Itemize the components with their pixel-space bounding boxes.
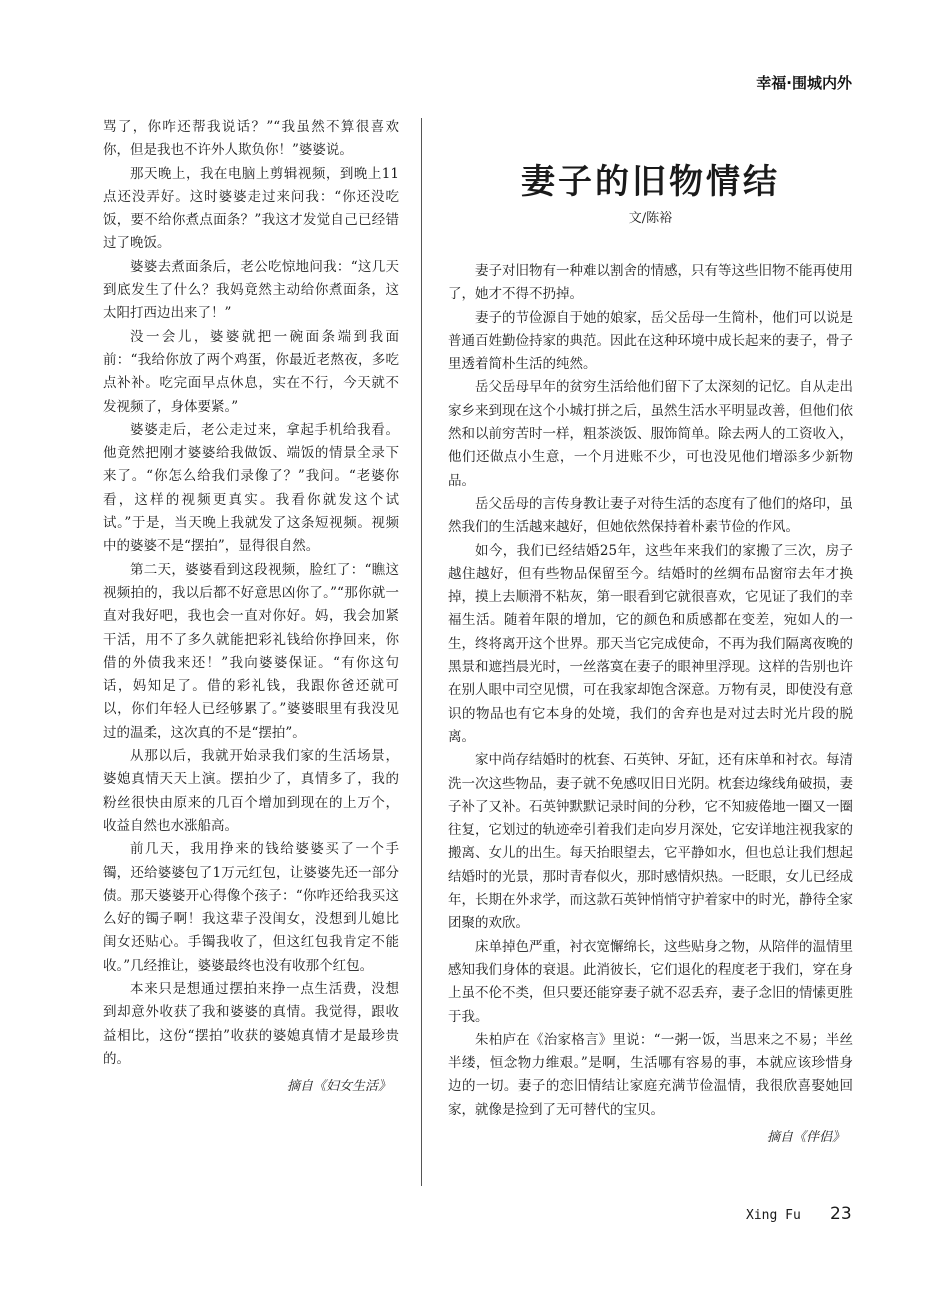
paragraph: 床单掉色严重，衬衣宽懈绵长，这些贴身之物，从陪伴的温情里感知我们身体的衰退。此消彼长，它们退化的程度老于我们，穿在身上虽不伦不类，但只要还能穿妻子就不忍丢弃，妻子念旧的情愫更胜于我。 (448, 938, 853, 1025)
paragraph: 骂了，你咋还帮我说话？”“我虽然不算很喜欢你，但是我也不许外人欺负你！”婆婆说。 (103, 119, 399, 159)
paragraph: 朱柏庐在《治家格言》里说：“一粥一饭，当思来之不易；半丝半缕，恒念物力维艰。”是啊，生活哪有容易的事，本就应该珍惜身边的一切。妻子的恋旧情结让家庭充满节俭温情，我很欣喜娶她回家，就像是捡到了无可替代的宝贝。 (448, 1031, 853, 1118)
paragraph: 家中尚存结婚时的枕套、石英钟、牙缸，还有床单和衬衣。每清洗一次这些物品，妻子就不免感叹旧日光阴。枕套边缘线角破损，妻子补了又补。石英钟默默记录时间的分秒，它不知疲倦地一圈又一圈往复，它划过的轨迹牵引着我们走向岁月深处，它安详地注视我家的搬离、女儿的出生。每天抬眼望去，它平静如水，但也总让我们想起结婚时的光景，那时青春似火，那时感情炽热。一眨眼，女儿已经成年，长期在外求学，而这款石英钟悄悄守护着家中的时光，静待全家团聚的欢欣。 (448, 752, 853, 932)
paragraph: 婆婆去煮面条后，老公吃惊地问我：“这几天到底发生了什么？我妈竟然主动给你煮面条，这太阳打西边出来了！” (103, 258, 399, 322)
article-byline: 文/陈裕 (628, 211, 673, 226)
paragraph: 岳父岳母早年的贫穷生活给他们留下了太深刻的记忆。自从走出家乡来到现在这个小城打拼之后，虽然生活水平明显改善，但他们依然和以前穷苦时一样，粗茶淡饭、服饰简单。除去两人的工资收入，他们还做点小生意，一个月进账不少，可也没见他们增添多少新物品。 (448, 379, 853, 489)
source-credit: 摘自《妇女生活》 (286, 1079, 391, 1095)
paragraph: 妻子的节俭源自于她的娘家，岳父岳母一生简朴，他们可以说是普通百姓勤俭持家的典范。因此在这种环境中成长起来的妻子，骨子里透着简朴生活的纯然。 (448, 309, 853, 373)
paragraph: 妻子对旧物有一种难以割舍的情感，只有等这些旧物不能再使用了，她才不得不扔掉。 (448, 263, 853, 303)
left-column-continued-article (103, 116, 399, 1098)
article (448, 160, 853, 1149)
footer-brand: Xing Fu (746, 1208, 801, 1223)
paragraph: 从那以后，我就开始录我们家的生活场景，婆媳真情天天上演。摆拍少了，真情多了，我的粉丝很快由原来的几百个增加到现在的上万个，收益自然也水涨船高。 (103, 748, 399, 834)
section-header: 幸福·围城内外 (756, 74, 852, 92)
column-divider (421, 118, 422, 1186)
article-title: 妻子的旧物情结 (521, 162, 780, 202)
paragraph: 第二天，婆婆看到这段视频，脸红了：“瞧这视频拍的，我以后都不好意思凶你了。”“那你就一直对我好吧，我也会一直对你好。妈，我会加紧干活，用不了多久就能把彩礼钱给你挣回来，你借的外债我来还！”我向婆婆保证。“有你这句话，妈知足了。借的彩礼钱，我跟你爸还就可以，你们年轻人已经够累了。”婆婆眼里有我没见过的温柔，这次真的不是“摆拍”。 (103, 561, 399, 741)
paragraph: 如今，我们已经结婚25年，这些年来我们的家搬了三次，房子越住越好，但有些物品保留至今。结婚时的丝绸布品窗帘去年才换掉，摸上去顺滑不粘灰，第一眼看到它就很喜欢，它见证了我们的幸福生活。随着年限的增加，它的颜色和质感都在变差，宛如人的一生，终将离开这个世界。那天当它完成使命，不再为我们隔离夜晚的黑景和遮挡晨光时，一丝落寞在妻子的眼神里浮现。这样的告别也许在别人眼中司空见惯，可在我家却饱含深意。万物有灵，即使没有意识的物品也有它本身的处境，我们的舍弃也是对过去时光片段的脱离。 (448, 542, 853, 745)
paragraph: 岳父岳母的言传身教让妻子对待生活的态度有了他们的烙印，虽然我们的生活越来越好，但她依然保持着朴素节俭的作风。 (448, 495, 853, 536)
paragraph: 婆婆走后，老公走过来，拿起手机给我看。他竟然把刚才婆婆给我做饭、端饭的情景全录下来了。“你怎么给我们录像了？”我问。“老婆你看，这样的视频更真实。我看你就发这个试试。”于是，当天晚上我就发了这条短视频。视频中的婆婆不是“摆拍”，显得很自然。 (103, 421, 399, 555)
paragraph: 本来只是想通过摆拍来挣一点生活费，没想到却意外收获了我和婆婆的真情。我觉得，跟收益相比，这份“摆拍”收获的婆媳真情才是最珍贵的。 (103, 980, 399, 1067)
source-credit: 摘自《伴侣》 (766, 1129, 845, 1145)
paragraph: 那天晚上，我在电脑上剪辑视频，到晚上11点还没弄好。这时婆婆走过来问我：“你还没吃饭，要不给你煮点面条？”我这才发觉自己已经错过了晚饭。 (103, 165, 399, 252)
paragraph: 没一会儿，婆婆就把一碗面条端到我面前：“我给你放了两个鸡蛋，你最近老熬夜，多吃点补补。吃完面早点休息，实在不行，今天就不发视频了，身体要紧。” (103, 328, 399, 415)
page-number: 23 (830, 1204, 852, 1224)
paragraph: 前几天，我用挣来的钱给婆婆买了一个手镯，还给婆婆包了1万元红包，让婆婆先还一部分债。那天婆婆开心得像个孩子：“你咋还给我买这么好的镯子啊！我这辈子没闺女，没想到儿媳比闺女还贴心。手镯我收了，但这红包我肯定不能收。”几经推让，婆婆最终也没有收那个红包。 (103, 841, 399, 974)
